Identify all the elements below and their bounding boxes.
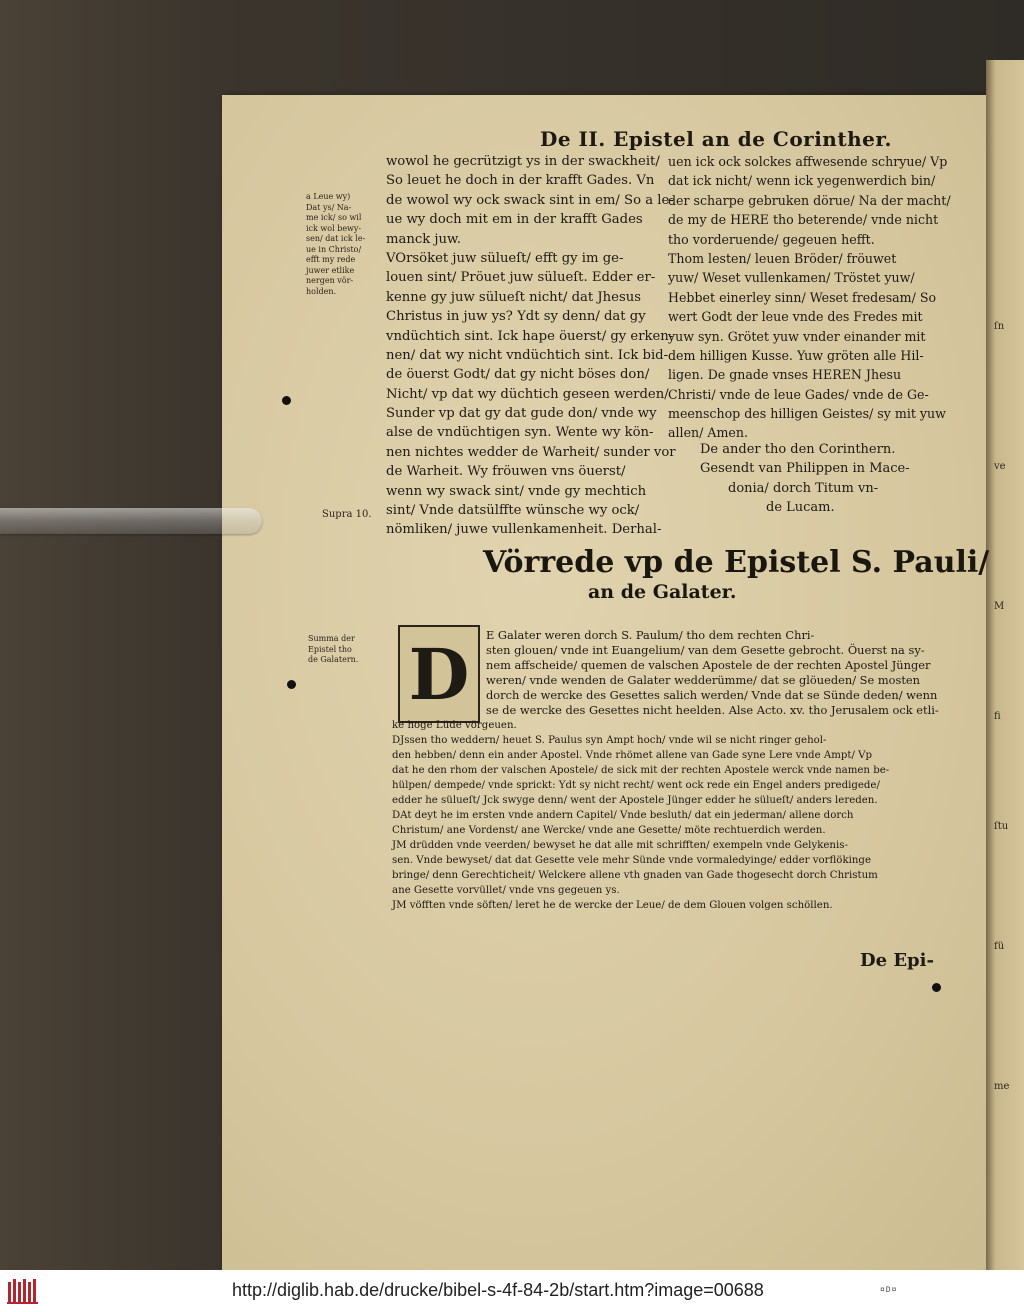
right-column: uen ick ock solckes affwesende schryue/ Vp dat ick nicht/ wenn ick yegenwerdich bin/ der scharpe gebruken dörue/ Na der macht/ de my de HERE tho beterende/ vnde nicht tho vorderuende/ gegeuen hefft. Thom lesten/ leuen Bröder/ fröuwet yuw/ Weset vullenkamen/ Tröstet yuw/ Hebbet einerley sinn/ Weset fredesam/ So wert Godt der leue vnde des Fredes mit yuw syn. Grötet yuw vnder einander mit dem hilligen Kusse. Yuw gröten alle Hil- ligen. De gnade vnses HEREN Jhesu Christi/ vnde de leue Gades/ vnde de Ge- meenschop des hilligen Geistes/ sy mit yuw allen/ Amen.	[668, 154, 951, 441]
page-mark: ¤D¤	[880, 1286, 898, 1295]
glass-page-weight	[0, 508, 262, 534]
preface-title: Vörrede vp de Epistel S. Pauli/	[483, 545, 990, 580]
punch-hole	[282, 396, 291, 405]
punch-hole	[287, 680, 296, 689]
margin-note-summa: Summa der Epistel tho de Galatern.	[308, 634, 359, 664]
margin-note-supra: Supra 10.	[322, 509, 372, 520]
preface-indented: E Galater weren dorch S. Paulum/ tho dem rechten Chri- sten glouen/ vnde int Euangelium/ van dem Gesette gebrocht. Öuerst na sy- nem affscheide/ quemen de valschen Apostele de der rechten Apostel Jünger weren/ vnde wenden de Galater wedderümme/ dat se glöueden/ Se mosten dorch de wercke des Gesettes salich werden/ Vnde dat se Sünde deden/ wenn se de wercke des Gesettes nicht heelden. Alse Acto. xv. tho Jerusalem ock etli-	[486, 628, 939, 717]
preface-subtitle: an de Galater.	[588, 581, 737, 603]
facing-page-edge: ſn ve M fi ſtu fü me	[986, 60, 1024, 1270]
catchword: De Epi-	[860, 950, 934, 971]
permalink-url[interactable]: http://diglib.hab.de/drucke/bibel-s-4f-84-2b/start.htm?image=00688	[232, 1280, 764, 1300]
subscription: De ander tho den Corinthern. Gesendt van Philippen in Mace- donia/ dorch Titum vn- de Lucam.	[700, 442, 910, 516]
preface-body: ke hoge Lüde vörgeuen. DJssen tho weddern/ heuet S. Paulus syn Ampt hoch/ vnde wil se nicht ringer gehol- den hebben/ denn ein ander Apostel. Vnde rhömet allene van Gade syne Lere vnde Ampt/ Vp dat he den rhom der valschen Apostele/ de sick mit der rechten Apostele werck vnde namen be- hülpen/ dempede/ vnde sprickt: Ydt sy nicht recht/ went ock rede ein Engel anders predigede/ edder he sülueſt/ Jck swyge denn/ went der Apostele Jünger edder he sülueſt/ anders lereden. DAt deyt he im ersten vnde andern Capitel/ Vnde besluth/ dat ein jederman/ allene dorch Christum/ ane Vordenst/ ane Wercke/ vnde ane Gesette/ möte rechtuerdich werden. JM drüdden vnde veerden/ bewyset he dat alle mit schrifften/ exempeln vnde Gelykenis- sen. Vnde bewyset/ dat dat Gesette vele mehr Sünde vnde vormaledyinge/ edder vorflökinge bringe/ denn Gerechticheit/ Welckere allene vth gnaden van Gade thogesecht dorch Christum ane Gesette vorvüllet/ vnde vns gegeuen ys. JM vöfften vnde söften/ leret he de wercke der Leue/ de dem Glouen volgen schöllen.	[392, 720, 890, 911]
margin-note-top: a Leue wy) Dat ys/ Na- me ick/ so wil ick wol bewy- sen/ dat ick le- ue in Christo/ efft my rede juwer etlike nergen vör- holden.	[306, 192, 366, 296]
punch-hole	[932, 983, 941, 992]
library-logo-icon	[6, 1276, 40, 1306]
decorated-initial: D	[398, 625, 480, 723]
running-head: De II. Epistel an de Corinther.	[540, 127, 893, 151]
left-column: wowol he gecrützigt ys in der swackheit/ So leuet he doch in der krafft Gades. Vn de wowol wy ock swack sint in em/ So a le- ue wy doch mit em in der krafft Gades manck juw. VOrsöket juw sülueſt/ efft gy im ge- louen sint/ Pröuet juw sülueſt. Edder er- kenne gy juw sülueſt nicht/ dat Jhesus Christus in juw ys? Ydt sy denn/ dat gy vndüchtich sint. Ick hape öuerst/ gy erken- nen/ dat wy nicht vndüchtich sint. Ick bid- de öuerst Godt/ dat gy nicht böses don/ Nicht/ vp dat wy düchtich geseen werden/ Sunder vp dat gy dat gude don/ vnde wy alse de vndüchtigen syn. Wente wy kön- nen nichtes wedder de Warheit/ sunder vor de Warheit. Wy fröuwen vns öuerst/ wenn wy swack sint/ vnde gy mechtich sint/ Vnde datsülffte wünsche wy ock/ nömliken/ juwe vullenkamenheit. Derhal-	[386, 154, 676, 538]
viewer-footer	[0, 1270, 1024, 1312]
